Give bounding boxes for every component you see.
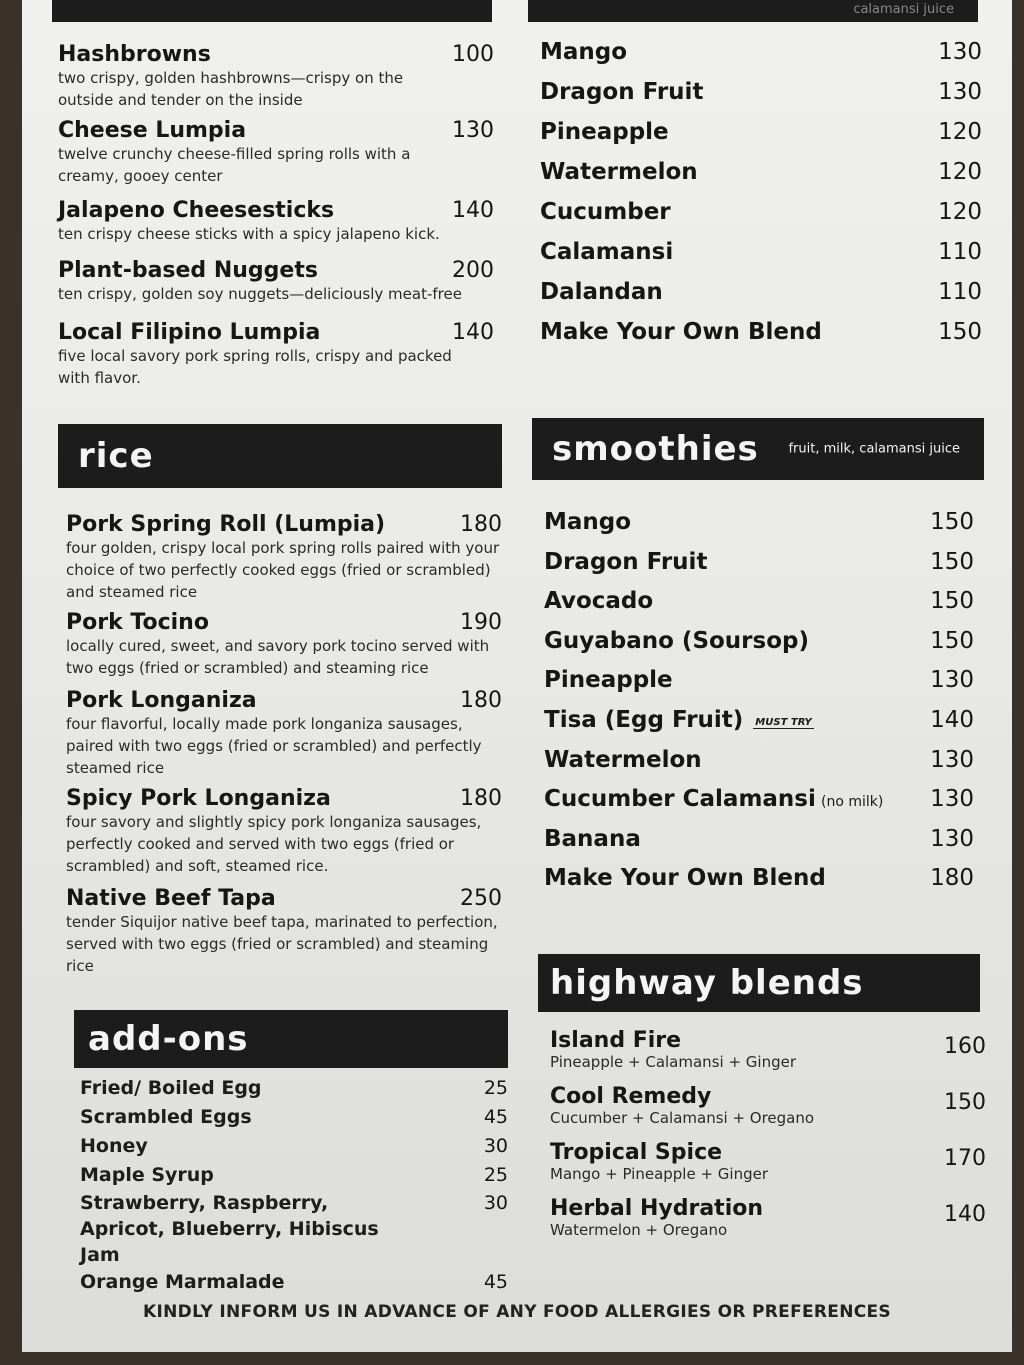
smoothie-item — [544, 660, 974, 700]
item-name: Island Fire — [550, 1028, 682, 1053]
highway-blends-banner — [538, 954, 980, 1012]
item-ingredients: Pineapple + Calamansi + Ginger — [550, 1053, 796, 1071]
item-price: 120 — [938, 199, 982, 225]
menu-item — [66, 610, 502, 688]
item-name: Pork Spring Roll (Lumpia) — [66, 512, 386, 537]
item-name: Calamansi — [540, 239, 674, 265]
juice-item — [540, 72, 982, 112]
addon-item — [80, 1132, 508, 1161]
item-name: Hashbrowns — [58, 42, 211, 67]
item-price: 160 — [944, 1034, 986, 1059]
item-price: 150 — [930, 588, 974, 615]
menu-item — [66, 688, 502, 786]
small-bites-banner — [52, 0, 492, 22]
item-price: 150 — [930, 548, 974, 575]
item-description: twelve crunchy cheese-filled spring rolls with a creamy, gooey center — [58, 145, 411, 185]
smoothie-item — [544, 621, 974, 661]
blend-item — [550, 1028, 986, 1084]
juice-item — [540, 192, 982, 232]
rice-banner — [58, 424, 502, 488]
addon-item — [80, 1103, 508, 1132]
item-name: Pineapple — [544, 667, 673, 694]
item-name: Maple Syrup — [80, 1164, 214, 1186]
item-name: Herbal Hydration — [550, 1196, 764, 1221]
item-price: 130 — [930, 746, 974, 773]
menu-page — [22, 0, 1012, 1352]
item-price: 190 — [460, 610, 502, 635]
item-price: 110 — [938, 279, 982, 305]
item-price: 130 — [452, 118, 494, 143]
item-price: 130 — [938, 39, 982, 65]
addons-list — [80, 1074, 508, 1297]
item-price: 140 — [452, 320, 494, 345]
addon-item — [80, 1268, 508, 1297]
highway-blends-title: highway blends — [550, 963, 864, 1003]
must-try-tag: MUST TRY — [755, 716, 812, 728]
item-price: 200 — [452, 258, 494, 283]
item-name: Pork Tocino — [66, 610, 209, 635]
item-price: 150 — [930, 509, 974, 535]
addons-title: add-ons — [88, 1019, 249, 1059]
item-name: Tropical Spice — [550, 1140, 723, 1165]
juice-item — [540, 272, 982, 312]
item-description: four savory and slightly spicy pork longaniza sausages, perfectly cooked and served with two eggs (fried or scrambled) and soft, steamed rice. — [66, 813, 482, 875]
item-description: locally cured, sweet, and savory pork tocino served with two eggs (fried or scrambled) and steaming rice — [66, 637, 490, 677]
item-name: Watermelon — [544, 746, 702, 773]
item-name: Guyabano (Soursop) — [544, 627, 809, 654]
item-price: 170 — [944, 1146, 986, 1171]
fresh-juices-banner — [528, 0, 978, 22]
item-description: ten crispy cheese sticks with a spicy jalapeno kick. — [58, 225, 440, 243]
item-name: Dragon Fruit — [540, 79, 704, 105]
item-name: Banana — [544, 825, 641, 852]
juice-item — [540, 112, 982, 152]
item-price: 130 — [930, 667, 974, 694]
item-price: 140 — [452, 198, 494, 223]
item-price: 140 — [944, 1202, 986, 1227]
smoothie-item — [544, 581, 974, 621]
rice-list — [66, 512, 502, 982]
item-name: Make Your Own Blend — [540, 319, 822, 345]
item-description: ten crispy, golden soy nuggets—deliciously meat-free — [58, 285, 462, 303]
addon-item — [80, 1190, 508, 1268]
juice-item — [540, 152, 982, 192]
item-price: 120 — [938, 119, 982, 145]
item-price: 120 — [938, 159, 982, 185]
item-name: Cheese Lumpia — [58, 118, 247, 143]
item-note: (no milk) — [820, 794, 884, 811]
smoothie-item — [544, 542, 974, 582]
allergy-notice: KINDLY INFORM US IN ADVANCE OF ANY FOOD ALLERGIES OR PREFERENCES — [143, 1302, 891, 1322]
item-name: Make Your Own Blend — [544, 865, 826, 892]
item-price: 45 — [483, 1106, 508, 1128]
item-name: Dragon Fruit — [544, 548, 708, 575]
menu-item — [58, 258, 494, 320]
item-price: 180 — [930, 865, 974, 892]
item-name: Watermelon — [540, 159, 698, 185]
item-price: 25 — [483, 1077, 508, 1099]
item-ingredients: Cucumber + Calamansi + Oregano — [550, 1109, 815, 1127]
item-name: Tisa (Egg Fruit) — [544, 706, 744, 733]
item-name: Honey — [80, 1135, 148, 1157]
item-name: Cool Remedy — [550, 1084, 712, 1109]
item-price: 100 — [452, 42, 494, 67]
item-description: tender Siquijor native beef tapa, marinated to perfection, served with two eggs (fried or scrambled) and steaming rice — [66, 913, 498, 975]
item-price: 25 — [483, 1164, 508, 1186]
menu-item — [58, 118, 494, 198]
menu-item — [66, 786, 502, 886]
item-name: Pineapple — [540, 119, 669, 145]
item-price: 150 — [944, 1090, 986, 1115]
juice-item — [540, 312, 982, 352]
item-description: four golden, crispy local pork spring rolls paired with your choice of two perfectly cooked eggs (fried or scrambled) and steamed rice — [66, 539, 500, 601]
blend-item — [550, 1084, 986, 1140]
smoothie-item — [544, 740, 974, 780]
smoothie-item — [544, 819, 974, 859]
smoothie-item — [544, 502, 974, 542]
smoothie-item — [544, 700, 974, 740]
smoothies-subtitle: fruit, milk, calamansi juice — [788, 441, 960, 457]
item-name: Spicy Pork Longaniza — [66, 786, 331, 811]
item-price: 130 — [930, 786, 974, 813]
menu-item — [66, 886, 502, 982]
item-price: 110 — [938, 239, 982, 265]
item-price: 180 — [460, 512, 502, 537]
fresh-juices-list — [540, 32, 982, 352]
menu-item — [66, 512, 502, 610]
rice-title: rice — [78, 436, 154, 476]
highway-blends-list — [550, 1028, 986, 1252]
item-name: Dalandan — [540, 279, 663, 305]
smoothie-item — [544, 779, 974, 819]
item-ingredients: Mango + Pineapple + Ginger — [550, 1165, 769, 1183]
addon-item — [80, 1161, 508, 1190]
item-description: two crispy, golden hashbrowns—crispy on the outside and tender on the inside — [58, 69, 404, 109]
addons-banner — [74, 1010, 508, 1068]
item-price: 30 — [483, 1135, 508, 1157]
fresh-juices-subtitle: calamansi juice — [853, 2, 954, 17]
item-name: Scrambled Eggs — [80, 1106, 252, 1128]
item-price: 130 — [930, 825, 974, 852]
menu-item — [58, 198, 494, 258]
item-price: 180 — [460, 688, 502, 713]
blend-item — [550, 1140, 986, 1196]
item-name: Orange Marmalade — [80, 1271, 285, 1293]
smoothie-item — [544, 858, 974, 898]
item-price: 250 — [460, 886, 502, 911]
menu-item — [58, 320, 494, 400]
item-price: 180 — [460, 786, 502, 811]
item-description: four flavorful, locally made pork longaniza sausages, paired with two eggs (fried or scrambled) and perfectly steamed rice — [66, 715, 482, 777]
smoothies-title: smoothies — [552, 429, 759, 469]
item-price: 130 — [938, 79, 982, 105]
addon-item — [80, 1074, 508, 1103]
item-name: Strawberry, Raspberry, Apricot, Blueberry, Hibiscus Jam — [80, 1192, 379, 1266]
item-name: Cucumber Calamansi — [544, 786, 816, 813]
item-name: Pork Longaniza — [66, 688, 257, 713]
item-name: Plant-based Nuggets — [58, 258, 318, 283]
item-price: 30 — [483, 1192, 508, 1214]
item-price: 150 — [938, 319, 982, 345]
item-name: Avocado — [544, 588, 654, 615]
juice-item — [540, 32, 982, 72]
item-name: Local Filipino Lumpia — [58, 320, 321, 345]
item-name: Native Beef Tapa — [66, 886, 276, 911]
item-ingredients: Watermelon + Oregano — [550, 1221, 728, 1239]
smoothies-list — [544, 502, 974, 898]
item-price: 140 — [930, 706, 974, 733]
blend-item — [550, 1196, 986, 1252]
smoothies-banner — [532, 418, 984, 480]
item-price: 150 — [930, 627, 974, 654]
item-name: Jalapeno Cheesesticks — [58, 198, 335, 223]
item-name: Mango — [544, 509, 632, 535]
item-name: Mango — [540, 39, 628, 65]
item-price: 45 — [483, 1271, 508, 1293]
item-name: Cucumber — [540, 199, 671, 225]
menu-item — [58, 42, 494, 118]
item-name: Fried/ Boiled Egg — [80, 1077, 262, 1099]
juice-item — [540, 232, 982, 272]
item-description: five local savory pork spring rolls, crispy and packed with flavor. — [58, 347, 452, 387]
small-bites-list — [58, 42, 494, 400]
